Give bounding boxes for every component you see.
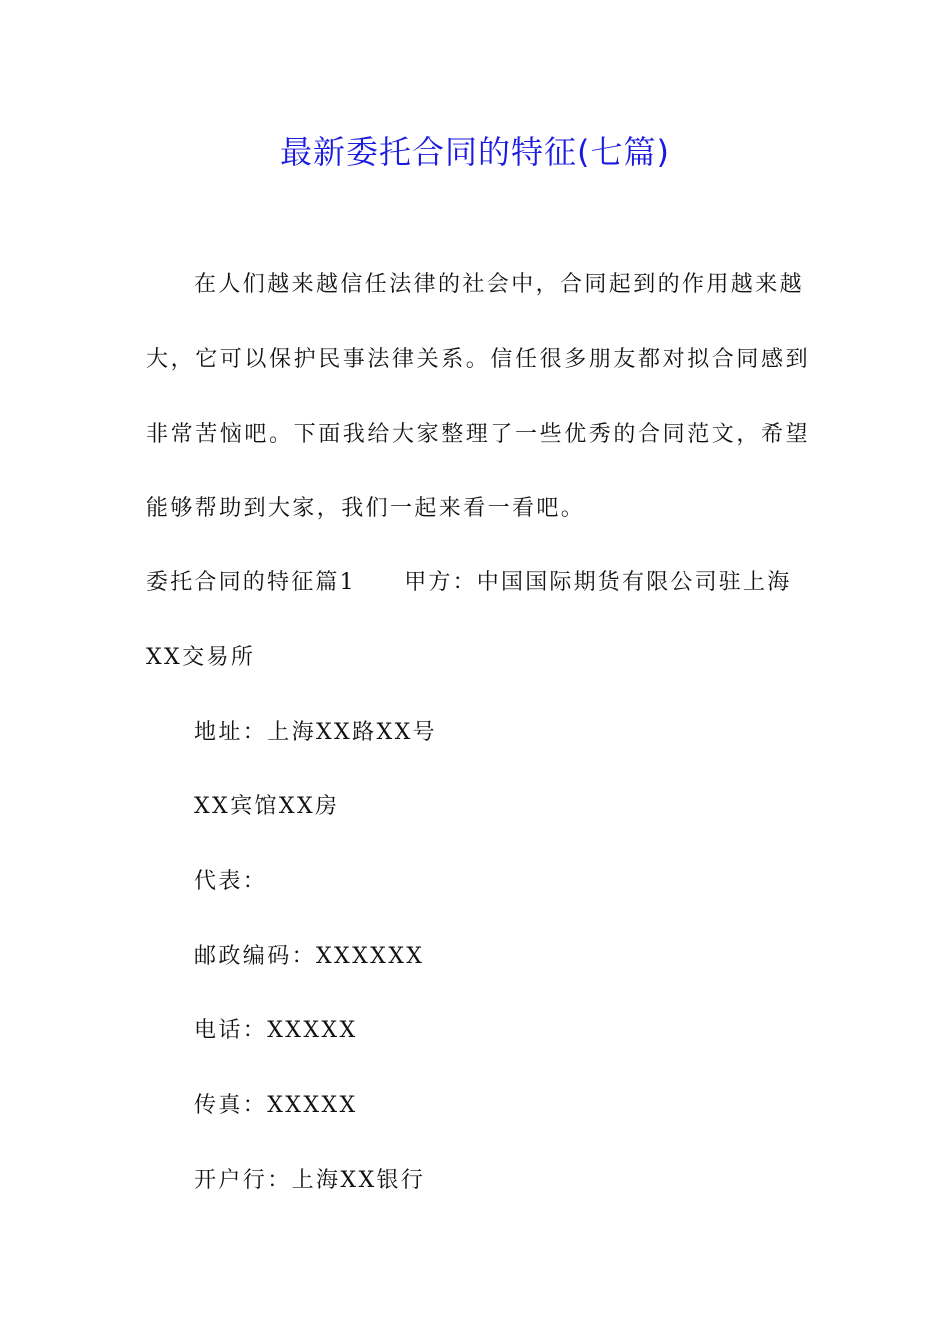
party-a-bank: 开户行：上海XX银行 xyxy=(194,1168,426,1193)
section-heading-line-2: XX交易所 xyxy=(146,645,256,670)
party-a-hotel: XX宾馆XX房 xyxy=(194,794,340,819)
intro-line-3: 非常苦恼吧。下面我给大家整理了一些优秀的合同范文，希望 xyxy=(146,422,811,447)
party-a-representative: 代表： xyxy=(194,869,268,894)
party-a-phone: 电话：XXXXX xyxy=(194,1018,358,1043)
intro-line-2: 大，它可以保护民事法律关系。信任很多朋友都对拟合同感到 xyxy=(146,347,811,372)
party-a-fax: 传真：XXXXX xyxy=(194,1093,358,1118)
intro-line-1: 在人们越来越信任法律的社会中，合同起到的作用越来越 xyxy=(194,272,805,297)
intro-line-4: 能够帮助到大家，我们一起来看一看吧。 xyxy=(146,496,586,521)
party-a-address: 地址：上海XX路XX号 xyxy=(194,720,438,745)
document-title: 最新委托合同的特征(七篇) xyxy=(280,133,670,171)
section-heading-line-1: 委托合同的特征篇1 甲方：中国国际期货有限公司驻上海 xyxy=(146,570,792,595)
party-a-postcode: 邮政编码：XXXXXX xyxy=(194,944,425,969)
